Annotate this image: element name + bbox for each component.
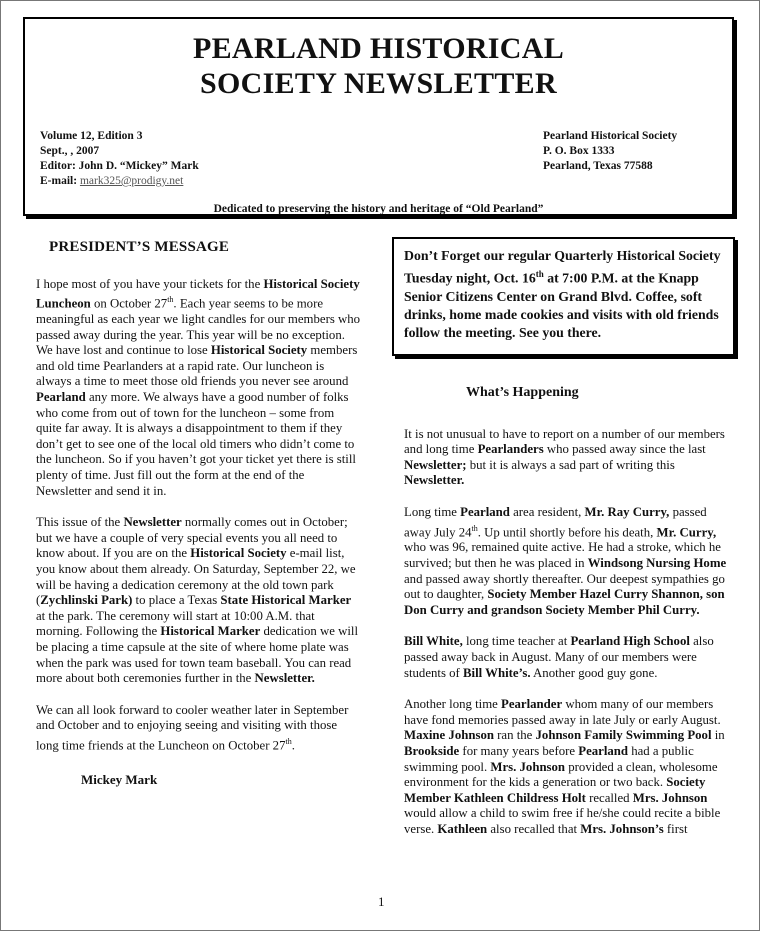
issue-info [40,129,199,189]
title-line-2: SOCIETY NEWSLETTER [200,67,557,100]
org-name: Pearland Historical Society [543,130,678,142]
issue-date: Sept., , 2007 [40,145,100,157]
title-line-1: PEARLAND HISTORICAL [192,32,565,65]
city-state: Pearland, Texas 77588 [543,160,653,172]
happening-paragraph-3: Bill White, long time teacher at Pearland High School also passed away back in August. Many of our members were students of Bill White’s. Another good guy gone. [404,634,714,680]
page-number: 1 [378,894,385,909]
happening-heading: What’s Happening [466,385,579,400]
po-box: P. O. Box 1333 [543,145,615,157]
president-paragraph-1: I hope most of you have your tickets for the Historical Society Luncheon on October 27th. Each year seems to be more meaningful as each year we light candles for our members who passed away during the year. This year will be no exception. We have lost and continue to lose Historical Society members and old time Pearlanders at a rapid rate. Our luncheon is always a time to meet those old friends you never see around Pearland any more. We always have a good number of folks who come from out of town for the luncheon – some from quite far away. It is always a disappointment to them if they don’t get to see one of the local old timers who didn’t come to the luncheon. So if you haven’t got your ticket yet there is still plenty of time. Just fill out the form at the end of the Newsletter and send it in. [36,276,361,498]
masthead [23,17,734,216]
signature: Mickey Mark [81,771,158,787]
happening-paragraph-4: Another long time Pearlander whom many of our members have fond memories passed away in late July or early August. Maxine Johnson ran the Johnson Family Swimming Pool in Brookside for many years before Pearland had a public swimming pool. Mrs. Johnson provided a clean, wholesome environment for the kids a generation or two back. Society Member Kathleen Childress Holt recalled Mrs. Johnson would allow a child to swim free if he/she could recite a bible verse. Kathleen also recalled that Mrs. Johnson’s first [404,697,725,836]
happening-paragraph-1: It is not unusual to have to report on a number of our members and long time Pearlanders who passed away since the last Newsletter; but it is always a sad part of writing this Newsletter. [404,426,725,488]
org-address [543,129,677,174]
email-line [40,174,199,189]
whats-happening [404,385,734,854]
meeting-reminder-box [392,237,735,356]
dedication: Dedicated to preserving the history and heritage of “Old Pearland” [213,203,544,215]
email-link[interactable]: mark325@prodigy.net [79,175,184,187]
happening-paragraph-2: Long time Pearland area resident, Mr. Ray Curry, passed away July 24th. Up until shortly before his death, Mr. Curry, who was 96, remained quite active. He had a stroke, which he survived; but then he was placed in Windsong Nursing Home and passed away shortly thereafter. Our deepest sympathies go out to daughter, Society Member Hazel Curry Shannon, son Don Curry and grandson Society Member Phil Curry. [404,504,727,617]
volume: Volume 12, Edition 3 [40,130,143,142]
email-label: E-mail: [40,175,80,187]
president-paragraph-2: This issue of the Newsletter normally comes out in October; but we have a couple of very special events you all need to know about. If you are on the Historical Society e-mail list, you know about them already. On Saturday, September 22, we will be having a dedication ceremony at the old town park (Zychlinski Park) to place a Texas State Historical Marker at the park. The ceremony will start at 10:00 A.M. that morning. Following the Historical Marker dedication we will be placing a time capsule at the site of where home plate was when the park was used for town team baseball. You can read more about both ceremonies further in the Newsletter. [36,515,359,686]
president-heading: PRESIDENT’S MESSAGE [49,239,230,255]
newsletter-title [25,31,732,101]
editor: Editor: John D. “Mickey” Mark [40,160,199,172]
president-paragraph-3: We can all look forward to cooler weather later in September and October and to enjoying seeing and visiting with those long time friends at the Luncheon on October 27th. [36,702,349,753]
president-message [36,240,361,787]
meeting-reminder-text: Don’t Forget our regular Quarterly Historical Society Tuesday night, Oct. 16th at 7:00 P.M. at the Knapp Senior Citizens Center on Grand Blvd. Coffee, soft drinks, home made cookies and visits with old friends follow the meeting. See you there. [404,248,721,340]
